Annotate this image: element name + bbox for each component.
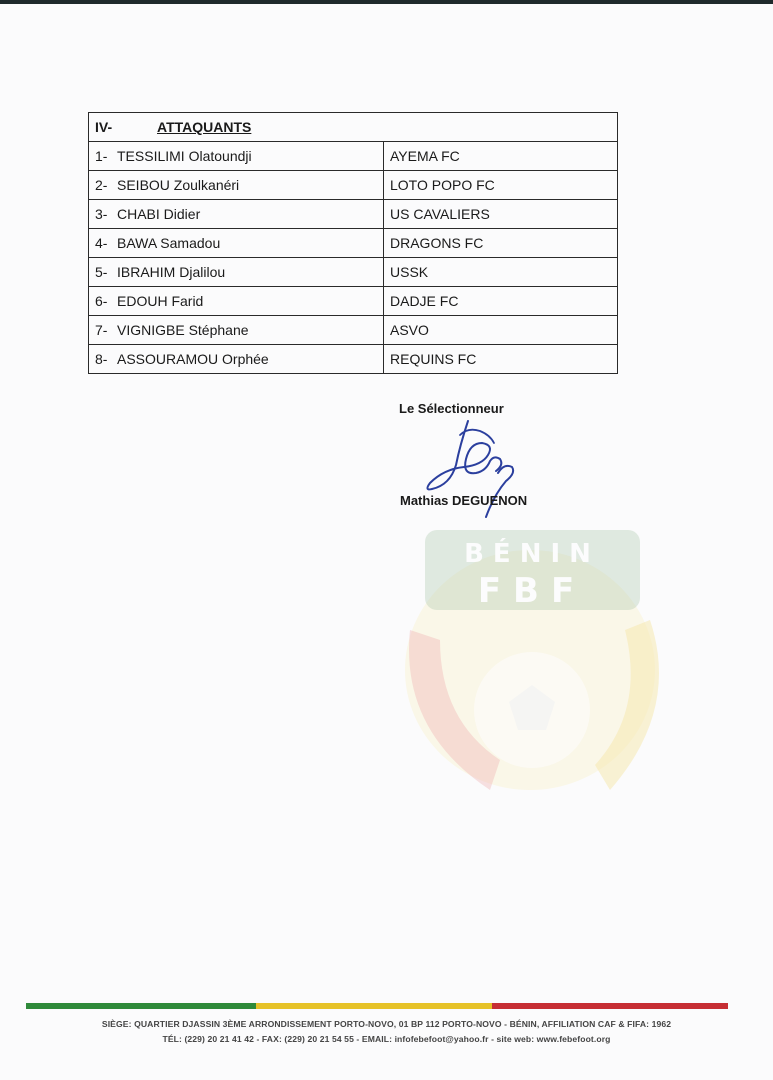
player-club: LOTO POPO FC (384, 171, 618, 200)
player-club: US CAVALIERS (384, 200, 618, 229)
fbf-logo-watermark (380, 510, 700, 810)
player-name: TESSILIMI Olatoundji (117, 148, 252, 164)
player-club: ASVO (384, 316, 618, 345)
signature-title: Le Sélectionneur (399, 401, 504, 416)
attaquants-table (88, 112, 618, 374)
player-row (89, 171, 618, 200)
player-name: SEIBOU Zoulkanéri (117, 177, 240, 193)
top-dark-strip (0, 0, 773, 4)
section-title: ATTAQUANTS (157, 119, 252, 135)
player-club: REQUINS FC (384, 345, 618, 374)
player-name: VIGNIGBE Stéphane (117, 322, 249, 338)
player-row (89, 287, 618, 316)
player-row (89, 200, 618, 229)
signatory-name: Mathias DEGUENON (400, 493, 528, 508)
section-number: IV- (95, 119, 113, 135)
player-name: EDOUH Farid (117, 293, 204, 309)
footer-contact: TÉL: (229) 20 21 41 42 - FAX: (229) 20 21 54 55 - EMAIL: infofebefoot@yahoo.fr - site web: www.febefoot.org (162, 1034, 611, 1044)
player-club: AYEMA FC (384, 142, 618, 171)
player-number: 8- (95, 351, 108, 367)
watermark-text-benin: BÉNIN (464, 539, 600, 569)
player-name: BAWA Samadou (117, 235, 221, 251)
player-number: 2- (95, 177, 108, 193)
footer-address: SIÈGE: QUARTIER DJASSIN 3ÈME ARRONDISSEMENT PORTO-NOVO, 01 BP 112 PORTO-NOVO - BÉNIN, AFFILIATION CAF & FIFA: 1962 (101, 1019, 672, 1029)
player-row (89, 258, 618, 287)
player-row (89, 142, 618, 171)
footer-stripe-yellow (256, 1003, 492, 1009)
player-name: IBRAHIM Djalilou (117, 264, 226, 280)
footer-stripe-green (26, 1003, 256, 1009)
player-number: 7- (95, 322, 108, 338)
player-name: ASSOURAMOU Orphée (117, 351, 269, 367)
player-number: 1- (95, 148, 108, 164)
player-number: 6- (95, 293, 108, 309)
player-club: DADJE FC (384, 287, 618, 316)
player-row (89, 345, 618, 374)
player-row (89, 229, 618, 258)
watermark-text-fbf: FBF (477, 571, 587, 611)
player-number: 3- (95, 206, 108, 222)
player-row (89, 316, 618, 345)
player-number: 5- (95, 264, 108, 280)
player-club: USSK (384, 258, 618, 287)
player-number: 4- (95, 235, 108, 251)
section-header-row (89, 113, 618, 142)
player-club: DRAGONS FC (384, 229, 618, 258)
player-name: CHABI Didier (117, 206, 201, 222)
footer-stripe-red (492, 1003, 728, 1009)
